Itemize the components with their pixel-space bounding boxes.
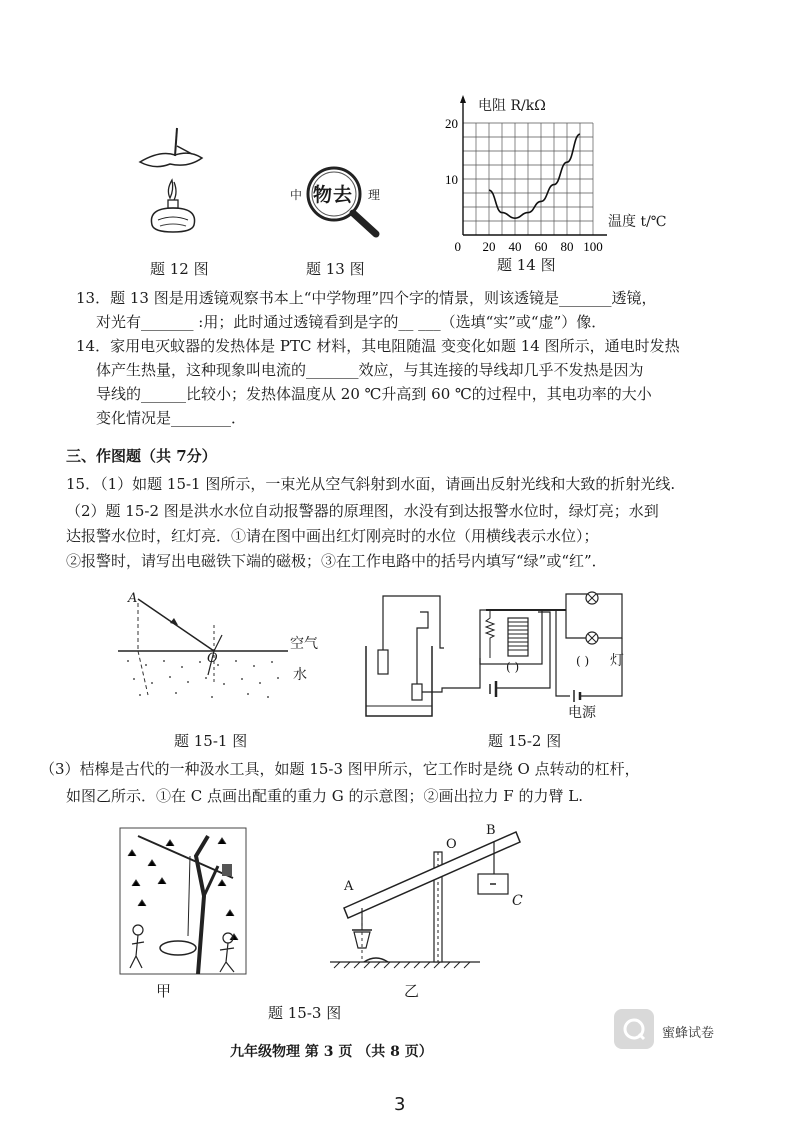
fig15-1-refraction-diagram [118, 585, 318, 705]
chart-y-axis-arrow [460, 95, 466, 103]
fig13-magnified-text: 物去 [313, 184, 354, 206]
fig15-1-air-label: 空气 [290, 636, 318, 652]
fig15-2-bracket-magnet: ( ) [506, 660, 520, 674]
question-13-line-2: 对光有_______ :用；此时通过透镜看到是字的__ ___（选填“实”或“虚”）像． [96, 313, 607, 331]
page-number: 3 [394, 1094, 406, 1115]
lever-point-C: C [512, 893, 523, 909]
fig13-left-char: 中 [290, 188, 303, 202]
fig15-2-flood-alarm-circuit [360, 588, 630, 718]
question-15-2-line-2: 达报警水位时，红灯亮．①请在图中画出红灯刚亮时的水位（用横线表示水位）； [66, 527, 599, 545]
fig15-2-bracket-lamp: ( ) [576, 654, 590, 668]
fig15-1-water-label: 水 [293, 667, 307, 683]
chart-x-tick-label: 100 [583, 239, 603, 254]
question-15-2-line-3: ②报警时，请写出电磁铁下端的磁极；③在工作电路中的括号内填写“绿”或“红”． [66, 552, 607, 570]
fig15-3-yi-label: 乙 [404, 982, 420, 1000]
chart-series-line [489, 134, 580, 218]
chart-y-tick-label: 20 [445, 116, 458, 131]
fig13-caption: 题 13 图 [306, 260, 365, 278]
fig15-2-power-label: 电源 [568, 705, 596, 721]
question-14-line-3: 导线的______比较小；发热体温度从 20 ℃升高到 60 ℃的过程中，其电功率的大小 [96, 385, 652, 403]
fig15-3-ancient-well-sweep-illustration [118, 826, 248, 976]
fig15-3-caption: 题 15-3 图 [268, 1004, 342, 1022]
question-15-2-line-1: （2）题 15-2 图是洪水水位自动报警器的原理图，水没有到达报警水位时，绿灯亮；水到 [66, 502, 659, 520]
chart-y-tick-label: 10 [445, 172, 458, 187]
question-15-3-line-1: （3）桔槔是古代的一种汲水工具，如题 15-3 图甲所示，它工作时是绕 O 点转动的杠杆， [40, 760, 640, 778]
fig15-3-lever-diagram [330, 822, 530, 972]
chart-x-axis-label: 温度 t/℃ [608, 214, 667, 230]
chart-x-tick-label: 20 [482, 239, 496, 254]
section-3-heading: 三、作图题（共 7分） [66, 447, 217, 465]
question-15-3-line-2: 如图乙所示．①在 C 点画出配重的重力 G 的示意图；②画出拉力 F 的力臂 L. [66, 787, 583, 805]
fig15-1-label-A: A [128, 591, 138, 606]
chart-x-tick-label: 80 [560, 239, 574, 254]
fig12-caption: 题 12 图 [150, 260, 209, 278]
page-footer: 九年级物理 第 3 页 （共 8 页） [230, 1044, 433, 1060]
lever-point-O: O [446, 837, 457, 852]
chart-origin-label: 0 [454, 239, 461, 254]
fig15-3-jia-label: 甲 [156, 982, 172, 1000]
chart-x-tick-label: 40 [508, 239, 522, 254]
fig13-right-char: 理 [368, 188, 381, 202]
fig14-caption: 题 14 图 [497, 256, 556, 274]
question-14-line-2: 体产生热量，这种现象叫电流的_______效应，与其连接的导线却几乎不发热是因为 [96, 361, 644, 379]
resistance-temperature-chart [440, 90, 680, 270]
fig12-alcohol-lamp-illustration [130, 120, 210, 240]
question-14-line-4: 变化情况是________． [96, 409, 247, 427]
chart-y-axis-label: 电阻 R/kΩ [478, 98, 546, 114]
question-15-1: 15．（1）如题 15-1 图所示，一束光从空气斜射到水面，请画出反射光线和大致的折射光线. [66, 475, 676, 493]
watermark-text: 蜜蜂试卷 [662, 1026, 715, 1041]
fig15-1-label-O: O [207, 651, 218, 666]
fig15-2-lamp-label: 灯 [610, 653, 624, 669]
fig15-1-caption: 题 15-1 图 [174, 732, 248, 750]
chart-x-tick-label: 60 [534, 239, 548, 254]
question-13-line-1: 13．题 13 图是用透镜观察书本上“中学物理”四个字的情景，则该透镜是_______透镜， [76, 289, 657, 307]
fig15-2-caption: 题 15-2 图 [488, 732, 562, 750]
question-14-line-1: 14．家用电灭蚊器的发热体是 PTC 材料，其电阻随温 变变化如题 14 图所示，通电时发热 [76, 337, 680, 355]
lever-point-B: B [486, 823, 496, 838]
watermark-logo [614, 1009, 654, 1049]
lever-point-A: A [344, 879, 354, 894]
watermark-icon [622, 1017, 646, 1041]
